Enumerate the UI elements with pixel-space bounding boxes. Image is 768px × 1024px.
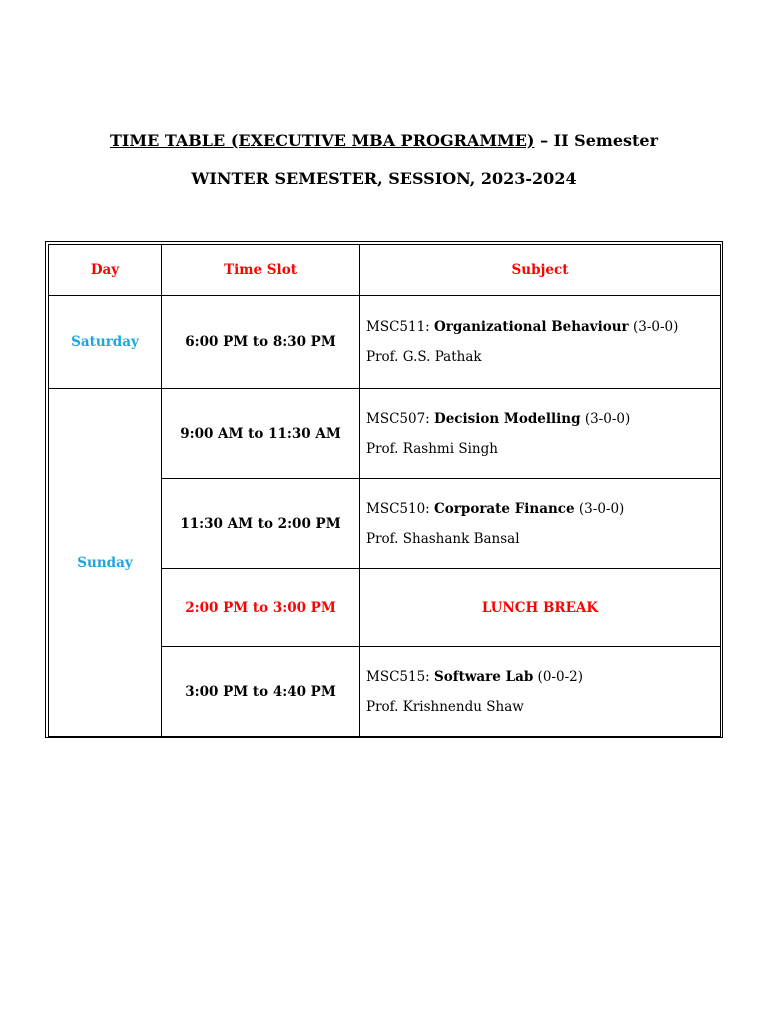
course-name: Corporate Finance <box>434 500 575 517</box>
course-name: Software Lab <box>434 668 534 685</box>
table-header-row <box>49 245 721 296</box>
course-credits: (3-0-0) <box>574 500 625 517</box>
professor-name: Prof. Krishnendu Shaw <box>366 698 524 715</box>
timetable-grid <box>48 244 721 737</box>
professor-name: Prof. Shashank Bansal <box>366 530 520 547</box>
table-row <box>49 296 721 389</box>
timetable <box>45 241 723 738</box>
day-cell: Saturday <box>49 296 162 389</box>
page-subtitle: WINTER SEMESTER, SESSION, 2023-2024 <box>191 169 577 188</box>
course-credits: (3-0-0) <box>580 410 631 427</box>
course-credits: (3-0-0) <box>628 319 679 335</box>
time-slot-cell: 6:00 PM to 8:30 PM <box>162 296 360 389</box>
professor-name: Prof. G.S. Pathak <box>366 349 482 365</box>
course-name: Organizational Behaviour <box>434 319 629 335</box>
time-slot-cell: 9:00 AM to 11:30 AM <box>162 389 360 479</box>
course-code: MSC510: <box>366 500 435 517</box>
course-code: MSC511: <box>366 319 435 335</box>
professor-name: Prof. Rashmi Singh <box>366 440 498 457</box>
course-name: Decision Modelling <box>434 410 581 427</box>
course-code: MSC515: <box>366 668 435 685</box>
subject-cell <box>360 389 721 479</box>
time-slot-cell: 2:00 PM to 3:00 PM <box>162 569 360 647</box>
course-credits: (0-0-2) <box>533 668 583 685</box>
subject-cell <box>360 479 721 569</box>
title-underlined: TIME TABLE (EXECUTIVE MBA PROGRAMME) <box>109 131 535 150</box>
subject-cell <box>360 647 721 737</box>
course-code: MSC507: <box>366 410 435 427</box>
time-slot-cell: 11:30 AM to 2:00 PM <box>162 479 360 569</box>
column-header-time-slot: Time Slot <box>162 245 360 296</box>
page-title <box>0 131 768 150</box>
column-header-subject: Subject <box>360 245 721 296</box>
title-semester: – II Semester <box>534 131 659 150</box>
column-header-day: Day <box>49 245 162 296</box>
day-cell: Sunday <box>49 389 162 737</box>
time-slot-cell: 3:00 PM to 4:40 PM <box>162 647 360 737</box>
subject-cell <box>360 296 721 389</box>
lunch-break-cell: LUNCH BREAK <box>360 569 721 647</box>
table-row <box>49 389 721 479</box>
